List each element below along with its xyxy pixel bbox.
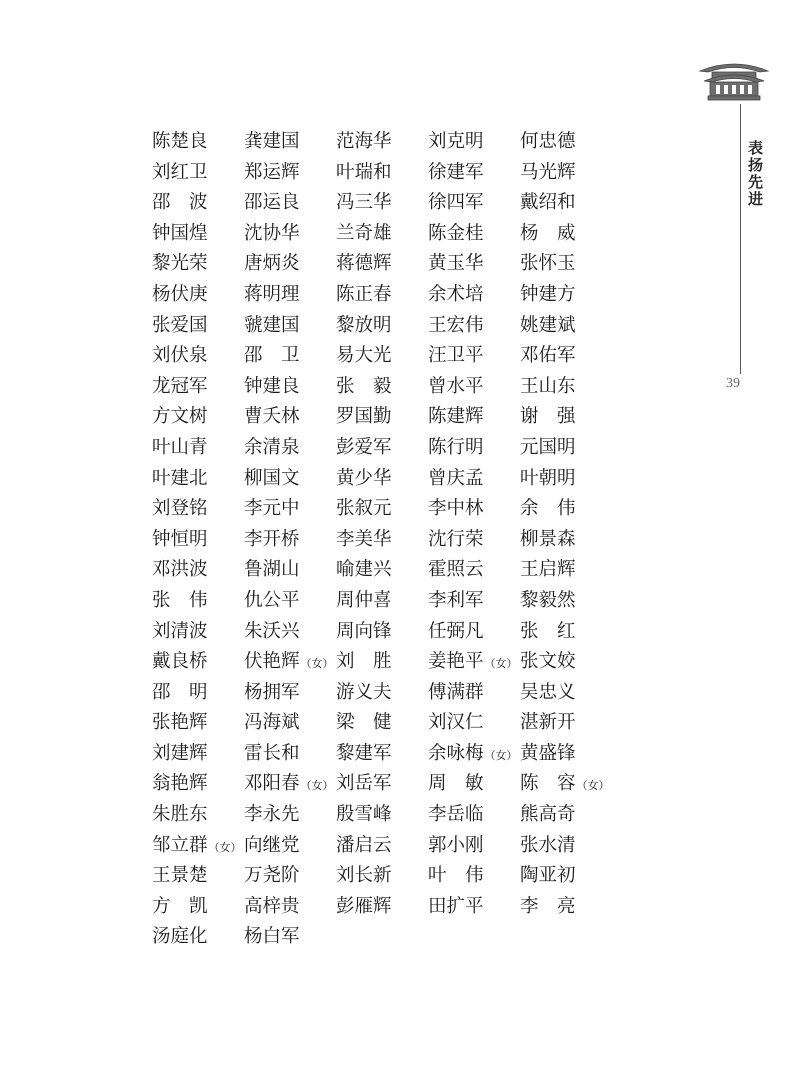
- honoree-name: [520, 127, 620, 158]
- honoree-name: [336, 158, 428, 189]
- honoree-name: [428, 831, 520, 862]
- name-text: 鲁湖山: [244, 559, 300, 581]
- honoree-name: [428, 617, 520, 648]
- name-text: 沈协华: [244, 222, 300, 244]
- name-text: 邵 波: [152, 192, 208, 214]
- honoree-name: [428, 739, 520, 770]
- name-text: 郭小刚: [428, 834, 484, 856]
- name-text: 钟建良: [244, 375, 300, 397]
- honoree-name: [520, 433, 620, 464]
- name-text: 余清泉: [244, 436, 300, 458]
- honoree-name: [244, 158, 336, 189]
- honoree-name: [244, 647, 336, 678]
- name-text: 陈楚良: [152, 131, 208, 152]
- honoree-name: [152, 372, 244, 403]
- name-text: 龙冠军: [152, 375, 208, 397]
- honoree-name: [152, 739, 244, 770]
- name-text: 彭雁辉: [336, 895, 392, 917]
- honoree-name: [152, 402, 244, 433]
- honoree-name: [152, 555, 244, 586]
- name-text: 虢建国: [244, 314, 300, 336]
- honoree-name: [520, 555, 620, 586]
- honoree-name: [336, 494, 428, 525]
- name-text: 柳国文: [244, 467, 300, 489]
- name-text: 刘 胜: [336, 651, 392, 673]
- name-text: 方 凯: [152, 895, 208, 917]
- honoree-name: [336, 402, 428, 433]
- name-text: 王景楚: [152, 865, 208, 887]
- name-text: 王山东: [520, 375, 576, 397]
- name-text: 喻建兴: [336, 559, 392, 581]
- name-text: 戴绍和: [520, 192, 576, 214]
- name-text: 邹立群: [152, 834, 208, 856]
- name-text: 曾水平: [428, 375, 484, 397]
- honoree-name: [520, 800, 620, 831]
- honoree-name: [520, 494, 620, 525]
- honoree-name: [428, 311, 520, 342]
- name-text: 殷雪峰: [336, 804, 392, 826]
- name-text: 杨 威: [520, 222, 576, 244]
- name-text: 冯三华: [336, 192, 392, 214]
- honoree-name: [428, 800, 520, 831]
- honoree-name: [428, 433, 520, 464]
- page-number: 39: [726, 376, 740, 391]
- honoree-name: [428, 586, 520, 617]
- honoree-name: [152, 678, 244, 709]
- name-text: 傅满群: [428, 681, 484, 703]
- honoree-name: [336, 433, 428, 464]
- name-text: 湛新开: [520, 712, 576, 734]
- name-text: 霍照云: [428, 559, 484, 581]
- female-marker: （女）: [208, 840, 242, 854]
- name-text: 戴良桥: [152, 651, 208, 673]
- name-text: 邓洪波: [152, 559, 208, 581]
- honoree-name: [336, 525, 428, 556]
- honoree-name: [152, 800, 244, 831]
- honoree-name: [428, 188, 520, 219]
- honoree-name: [520, 158, 620, 189]
- honoree-name: [428, 280, 520, 311]
- honoree-name: [520, 708, 620, 739]
- name-text: 高梓贵: [244, 895, 300, 917]
- honoree-name: [244, 678, 336, 709]
- honoree-name: [520, 861, 620, 892]
- name-text: 余术培: [428, 283, 484, 305]
- name-text: 田扩平: [428, 895, 484, 917]
- name-text: 刘伏泉: [152, 345, 208, 367]
- name-text: 叶建北: [152, 467, 208, 489]
- honoree-name: [520, 892, 620, 923]
- name-text: 梁 健: [336, 712, 392, 734]
- honoree-name: [244, 800, 336, 831]
- name-text: 吴忠义: [520, 681, 576, 703]
- honoree-name: [428, 219, 520, 250]
- honoree-name: [428, 127, 520, 158]
- name-text: 王启辉: [520, 559, 576, 581]
- name-text: 黎放明: [336, 314, 392, 336]
- name-text: 陈行明: [428, 436, 484, 458]
- honoree-name: [428, 555, 520, 586]
- name-text: 邓佑军: [520, 345, 576, 367]
- honoree-name: [336, 647, 428, 678]
- honoree-name: [152, 280, 244, 311]
- name-text: 刘红卫: [152, 161, 208, 183]
- honoree-name: [336, 464, 428, 495]
- honoree-name: [336, 249, 428, 280]
- honoree-name: [152, 341, 244, 372]
- honoree-name: [520, 525, 620, 556]
- honoree-name: [244, 219, 336, 250]
- honoree-name: [244, 127, 336, 158]
- name-text: 罗国勤: [336, 406, 392, 428]
- honoree-name: [244, 249, 336, 280]
- name-text: 李永先: [244, 804, 300, 826]
- name-text: 李中林: [428, 498, 484, 520]
- honoree-name: [428, 769, 520, 800]
- name-text: 邵 卫: [244, 345, 300, 367]
- name-text: 马光辉: [520, 161, 576, 183]
- honoree-name: [520, 769, 620, 800]
- name-text: 李岳临: [428, 804, 484, 826]
- name-text: 刘岳军: [336, 773, 392, 795]
- name-text: 张艳辉: [152, 712, 208, 734]
- honoree-name: [244, 617, 336, 648]
- name-text: 黎建军: [336, 742, 392, 764]
- name-text: 杨伏庚: [152, 283, 208, 305]
- name-text: 兰奇雄: [336, 222, 392, 244]
- honoree-name: [520, 739, 620, 770]
- name-text: 张文姣: [520, 651, 576, 673]
- name-text: 陶亚初: [520, 865, 576, 887]
- honoree-name: [520, 249, 620, 280]
- honoree-name: [244, 586, 336, 617]
- name-text: 汤庭化: [152, 926, 208, 948]
- name-text: 姚建斌: [520, 314, 576, 336]
- name-text: 钟恒明: [152, 528, 208, 550]
- name-text: 叶朝明: [520, 467, 576, 489]
- honoree-name: [152, 708, 244, 739]
- honoree-name: [428, 402, 520, 433]
- honoree-name: [244, 831, 336, 862]
- name-text: 张 毅: [336, 375, 392, 397]
- name-text: 杨拥军: [244, 681, 300, 703]
- honoree-name: [336, 586, 428, 617]
- name-text: 张 伟: [152, 589, 208, 611]
- honoree-name: [520, 586, 620, 617]
- name-text: 杨白军: [244, 926, 300, 948]
- honoree-name: [336, 188, 428, 219]
- name-text: 张水清: [520, 834, 576, 856]
- name-text: 翁艳辉: [152, 773, 208, 795]
- honoree-name: [244, 861, 336, 892]
- female-marker: （女）: [300, 657, 334, 671]
- honoree-name: [244, 769, 336, 800]
- honoree-name: [152, 861, 244, 892]
- female-marker: （女）: [576, 779, 610, 793]
- name-text: 方文树: [152, 406, 208, 428]
- honoree-name: [152, 127, 244, 158]
- honoree-name: [244, 280, 336, 311]
- name-text: 蒋德辉: [336, 253, 392, 275]
- margin-rule: [740, 104, 741, 374]
- honoree-name: [336, 372, 428, 403]
- honoree-name: [152, 433, 244, 464]
- name-text: 邵运良: [244, 192, 300, 214]
- honoree-name: [520, 464, 620, 495]
- honoree-name: [152, 525, 244, 556]
- honoree-name: [244, 372, 336, 403]
- honoree-name: [152, 464, 244, 495]
- honoree-name: [244, 708, 336, 739]
- female-marker: （女）: [484, 748, 518, 762]
- honoree-name: [336, 800, 428, 831]
- honoree-name: [520, 341, 620, 372]
- honoree-name: [520, 311, 620, 342]
- honoree-name: [336, 127, 428, 158]
- name-text: 邓阳春: [244, 773, 300, 795]
- honoree-name: [428, 341, 520, 372]
- name-text: 陈正春: [336, 283, 392, 305]
- female-marker: （女）: [300, 779, 334, 793]
- female-marker: （女）: [484, 657, 518, 671]
- name-text: 曾庆孟: [428, 467, 484, 489]
- name-text: 黄玉华: [428, 253, 484, 275]
- name-text: 冯海斌: [244, 712, 300, 734]
- name-text: 蒋明理: [244, 283, 300, 305]
- honoree-name: [520, 678, 620, 709]
- name-text: 游义夫: [336, 681, 392, 703]
- honoree-name: [152, 188, 244, 219]
- honoree-name: [244, 892, 336, 923]
- honoree-name: [520, 219, 620, 250]
- honoree-name: [152, 158, 244, 189]
- honoree-name: [336, 617, 428, 648]
- honoree-name: [152, 769, 244, 800]
- name-text: 钟国煌: [152, 222, 208, 244]
- honoree-name: [152, 831, 244, 862]
- name-text: 叶 伟: [428, 865, 484, 887]
- name-text: 陈 容: [520, 773, 576, 795]
- name-text: 李美华: [336, 528, 392, 550]
- name-text: 张怀玉: [520, 253, 576, 275]
- name-text: 刘长新: [336, 865, 392, 887]
- honoree-name: [336, 311, 428, 342]
- name-text: 周仲喜: [336, 589, 392, 611]
- name-text: 柳景森: [520, 528, 576, 550]
- honoree-name: [336, 739, 428, 770]
- honoree-name: [244, 922, 336, 953]
- honoree-name: [428, 708, 520, 739]
- name-text: 周向锋: [336, 620, 392, 642]
- name-text: 龚建国: [244, 131, 300, 152]
- honoree-name: [152, 219, 244, 250]
- name-text: 熊高奇: [520, 804, 576, 826]
- honoree-name: [244, 433, 336, 464]
- name-text: 余咏梅: [428, 742, 484, 764]
- honoree-name: [152, 311, 244, 342]
- honoree-name: [336, 219, 428, 250]
- honoree-name: [152, 494, 244, 525]
- honoree-name: [428, 249, 520, 280]
- name-text: 雷长和: [244, 742, 300, 764]
- honoree-name: [428, 678, 520, 709]
- honoree-name: [520, 647, 620, 678]
- honoree-name: [244, 311, 336, 342]
- name-text: 易大光: [336, 345, 392, 367]
- name-text: 刘清波: [152, 620, 208, 642]
- name-text: 谢 强: [520, 406, 576, 428]
- honoree-name: [520, 831, 620, 862]
- honoree-name: [520, 372, 620, 403]
- name-text: 伏艳辉: [244, 651, 300, 673]
- honoree-name: [152, 922, 244, 953]
- honoree-name: [244, 402, 336, 433]
- honoree-name: [336, 678, 428, 709]
- name-text: 汪卫平: [428, 345, 484, 367]
- honoree-name: [336, 769, 428, 800]
- honoree-name: [244, 341, 336, 372]
- honoree-name: [428, 861, 520, 892]
- name-text: 陈金桂: [428, 222, 484, 244]
- name-text: 彭爱军: [336, 436, 392, 458]
- name-text: 姜艳平: [428, 651, 484, 673]
- pavilion-logo: [698, 55, 770, 107]
- name-text: 何忠德: [520, 131, 576, 152]
- honoree-name: [520, 280, 620, 311]
- honoree-name: [336, 280, 428, 311]
- name-text: 余 伟: [520, 498, 576, 520]
- honoree-name: [152, 586, 244, 617]
- honoree-name: [336, 555, 428, 586]
- name-text: 王宏伟: [428, 314, 484, 336]
- name-text: 刘克明: [428, 131, 484, 152]
- name-text: 黄少华: [336, 467, 392, 489]
- honoree-name: [428, 647, 520, 678]
- name-text: 曹夭林: [244, 406, 300, 428]
- honoree-name: [336, 341, 428, 372]
- name-text: 李 亮: [520, 895, 576, 917]
- name-text: 徐四军: [428, 192, 484, 214]
- name-text: 李开桥: [244, 528, 300, 550]
- honoree-name: [152, 617, 244, 648]
- name-text: 元国明: [520, 436, 576, 458]
- honoree-name: [244, 525, 336, 556]
- honoree-name: [428, 372, 520, 403]
- name-text: 唐炳炎: [244, 253, 300, 275]
- honoree-name: [428, 158, 520, 189]
- name-text: 任弼凡: [428, 620, 484, 642]
- honoree-name: [152, 249, 244, 280]
- name-text: 徐建军: [428, 161, 484, 183]
- honoree-name: [244, 188, 336, 219]
- name-text: 潘启云: [336, 834, 392, 856]
- honoree-name: [336, 831, 428, 862]
- name-text: 张 红: [520, 620, 576, 642]
- honoree-name: [336, 708, 428, 739]
- name-text: 仇公平: [244, 589, 300, 611]
- name-text: 刘建辉: [152, 742, 208, 764]
- name-text: 刘汉仁: [428, 712, 484, 734]
- honoree-name-list: [152, 127, 620, 953]
- name-text: 张爱国: [152, 314, 208, 336]
- name-text: 沈行荣: [428, 528, 484, 550]
- name-text: 黎毅然: [520, 589, 576, 611]
- name-text: 张叙元: [336, 498, 392, 520]
- name-text: 周 敏: [428, 773, 484, 795]
- name-text: 叶瑞和: [336, 161, 392, 183]
- name-text: 郑运辉: [244, 161, 300, 183]
- name-text: 朱沃兴: [244, 620, 300, 642]
- honoree-name: [152, 647, 244, 678]
- name-text: 邵 明: [152, 681, 208, 703]
- honoree-name: [520, 402, 620, 433]
- section-title: 表扬先进: [746, 140, 764, 208]
- honoree-name: [428, 525, 520, 556]
- name-text: 刘登铭: [152, 498, 208, 520]
- name-text: 范海华: [336, 131, 392, 152]
- name-text: 李利军: [428, 589, 484, 611]
- name-text: 朱胜东: [152, 804, 208, 826]
- name-text: 向继党: [244, 834, 300, 856]
- honoree-name: [152, 892, 244, 923]
- honoree-name: [244, 739, 336, 770]
- name-text: 叶山青: [152, 436, 208, 458]
- name-text: 陈建辉: [428, 406, 484, 428]
- name-text: 钟建方: [520, 283, 576, 305]
- name-text: 黄盛锋: [520, 742, 576, 764]
- name-text: 黎光荣: [152, 253, 208, 275]
- honoree-name: [244, 494, 336, 525]
- honoree-name: [336, 861, 428, 892]
- honoree-name: [520, 617, 620, 648]
- honoree-name: [244, 464, 336, 495]
- honoree-name: [428, 892, 520, 923]
- name-text: 万尧阶: [244, 865, 300, 887]
- honoree-name: [520, 188, 620, 219]
- honoree-name: [336, 892, 428, 923]
- honoree-name: [428, 464, 520, 495]
- name-text: 李元中: [244, 498, 300, 520]
- honoree-name: [428, 494, 520, 525]
- honoree-name: [244, 555, 336, 586]
